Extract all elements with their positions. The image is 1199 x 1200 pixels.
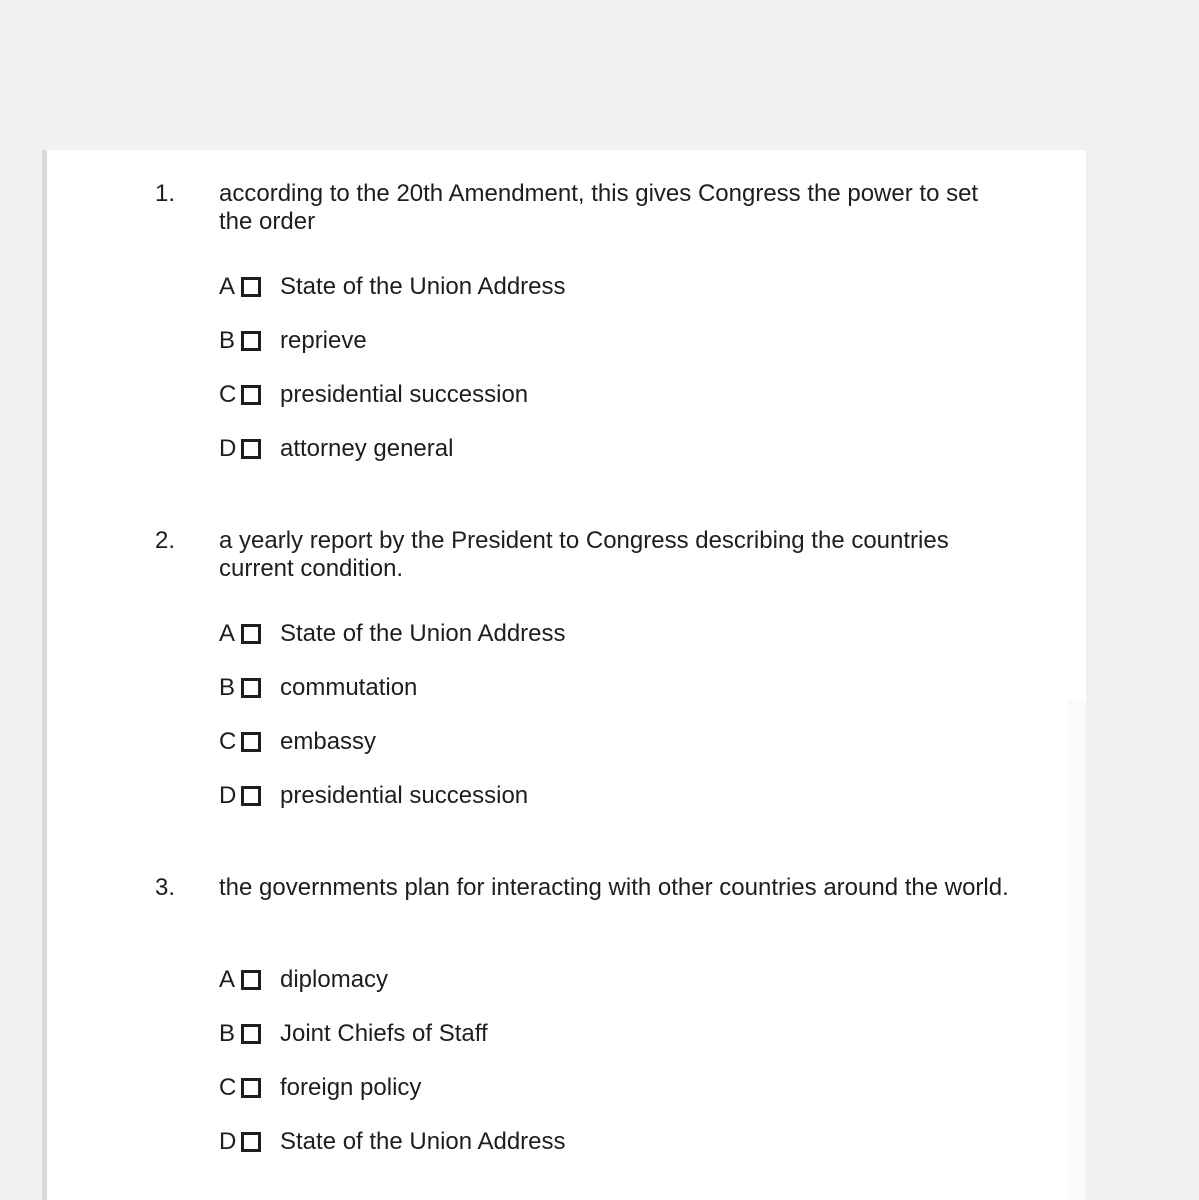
option-a[interactable] [219, 965, 388, 995]
option-text: State of the Union Address [280, 273, 566, 300]
checkbox[interactable] [241, 624, 261, 644]
checkbox[interactable] [241, 277, 261, 297]
option-letter: C [219, 1074, 237, 1101]
option-c[interactable] [219, 1073, 421, 1103]
option-d[interactable] [219, 434, 453, 464]
option-text: commutation [280, 674, 418, 701]
checkbox[interactable] [241, 439, 261, 459]
option-text: presidential succession [280, 782, 529, 809]
question-number: 1. [155, 180, 176, 207]
option-text: State of the Union Address [280, 1128, 566, 1155]
option-text: foreign policy [280, 1074, 422, 1101]
option-c[interactable] [219, 727, 376, 757]
question-text: the governments plan for interacting with other countries around the world. [219, 874, 1009, 901]
option-text: diplomacy [280, 966, 389, 993]
option-text: State of the Union Address [280, 620, 566, 647]
checkbox[interactable] [241, 385, 261, 405]
question-text: according to the 20th Amendment, this gives Congress the power to set the order [219, 180, 979, 235]
option-letter: A [219, 273, 236, 300]
option-text: reprieve [280, 327, 367, 354]
worksheet-page [42, 150, 1086, 1200]
checkbox[interactable] [241, 678, 261, 698]
option-b[interactable] [219, 326, 367, 356]
option-d[interactable] [219, 1127, 566, 1157]
option-text: Joint Chiefs of Staff [280, 1020, 488, 1047]
checkbox[interactable] [241, 732, 261, 752]
option-text: embassy [280, 728, 377, 755]
question-number: 3. [155, 874, 176, 901]
option-a[interactable] [219, 272, 566, 302]
option-c[interactable] [219, 380, 528, 410]
option-letter: A [219, 966, 236, 993]
option-b[interactable] [219, 673, 417, 703]
option-d[interactable] [219, 781, 528, 811]
question-text: a yearly report by the President to Congress describing the countries current condition. [219, 527, 949, 582]
option-letter: B [219, 327, 236, 354]
checkbox[interactable] [241, 1078, 261, 1098]
checkbox[interactable] [241, 331, 261, 351]
checkbox[interactable] [241, 970, 261, 990]
option-letter: D [219, 435, 237, 462]
option-text: attorney general [280, 435, 454, 462]
option-letter: B [219, 674, 236, 701]
checkbox[interactable] [241, 1132, 261, 1152]
question-number: 2. [155, 527, 176, 554]
option-letter: C [219, 728, 237, 755]
page-edge [1068, 700, 1086, 1200]
checkbox[interactable] [241, 1024, 261, 1044]
option-letter: B [219, 1020, 236, 1047]
option-text: presidential succession [280, 381, 529, 408]
option-a[interactable] [219, 619, 566, 649]
option-letter: C [219, 381, 237, 408]
option-letter: D [219, 782, 237, 809]
option-letter: D [219, 1128, 237, 1155]
checkbox[interactable] [241, 786, 261, 806]
option-letter: A [219, 620, 236, 647]
option-b[interactable] [219, 1019, 488, 1049]
